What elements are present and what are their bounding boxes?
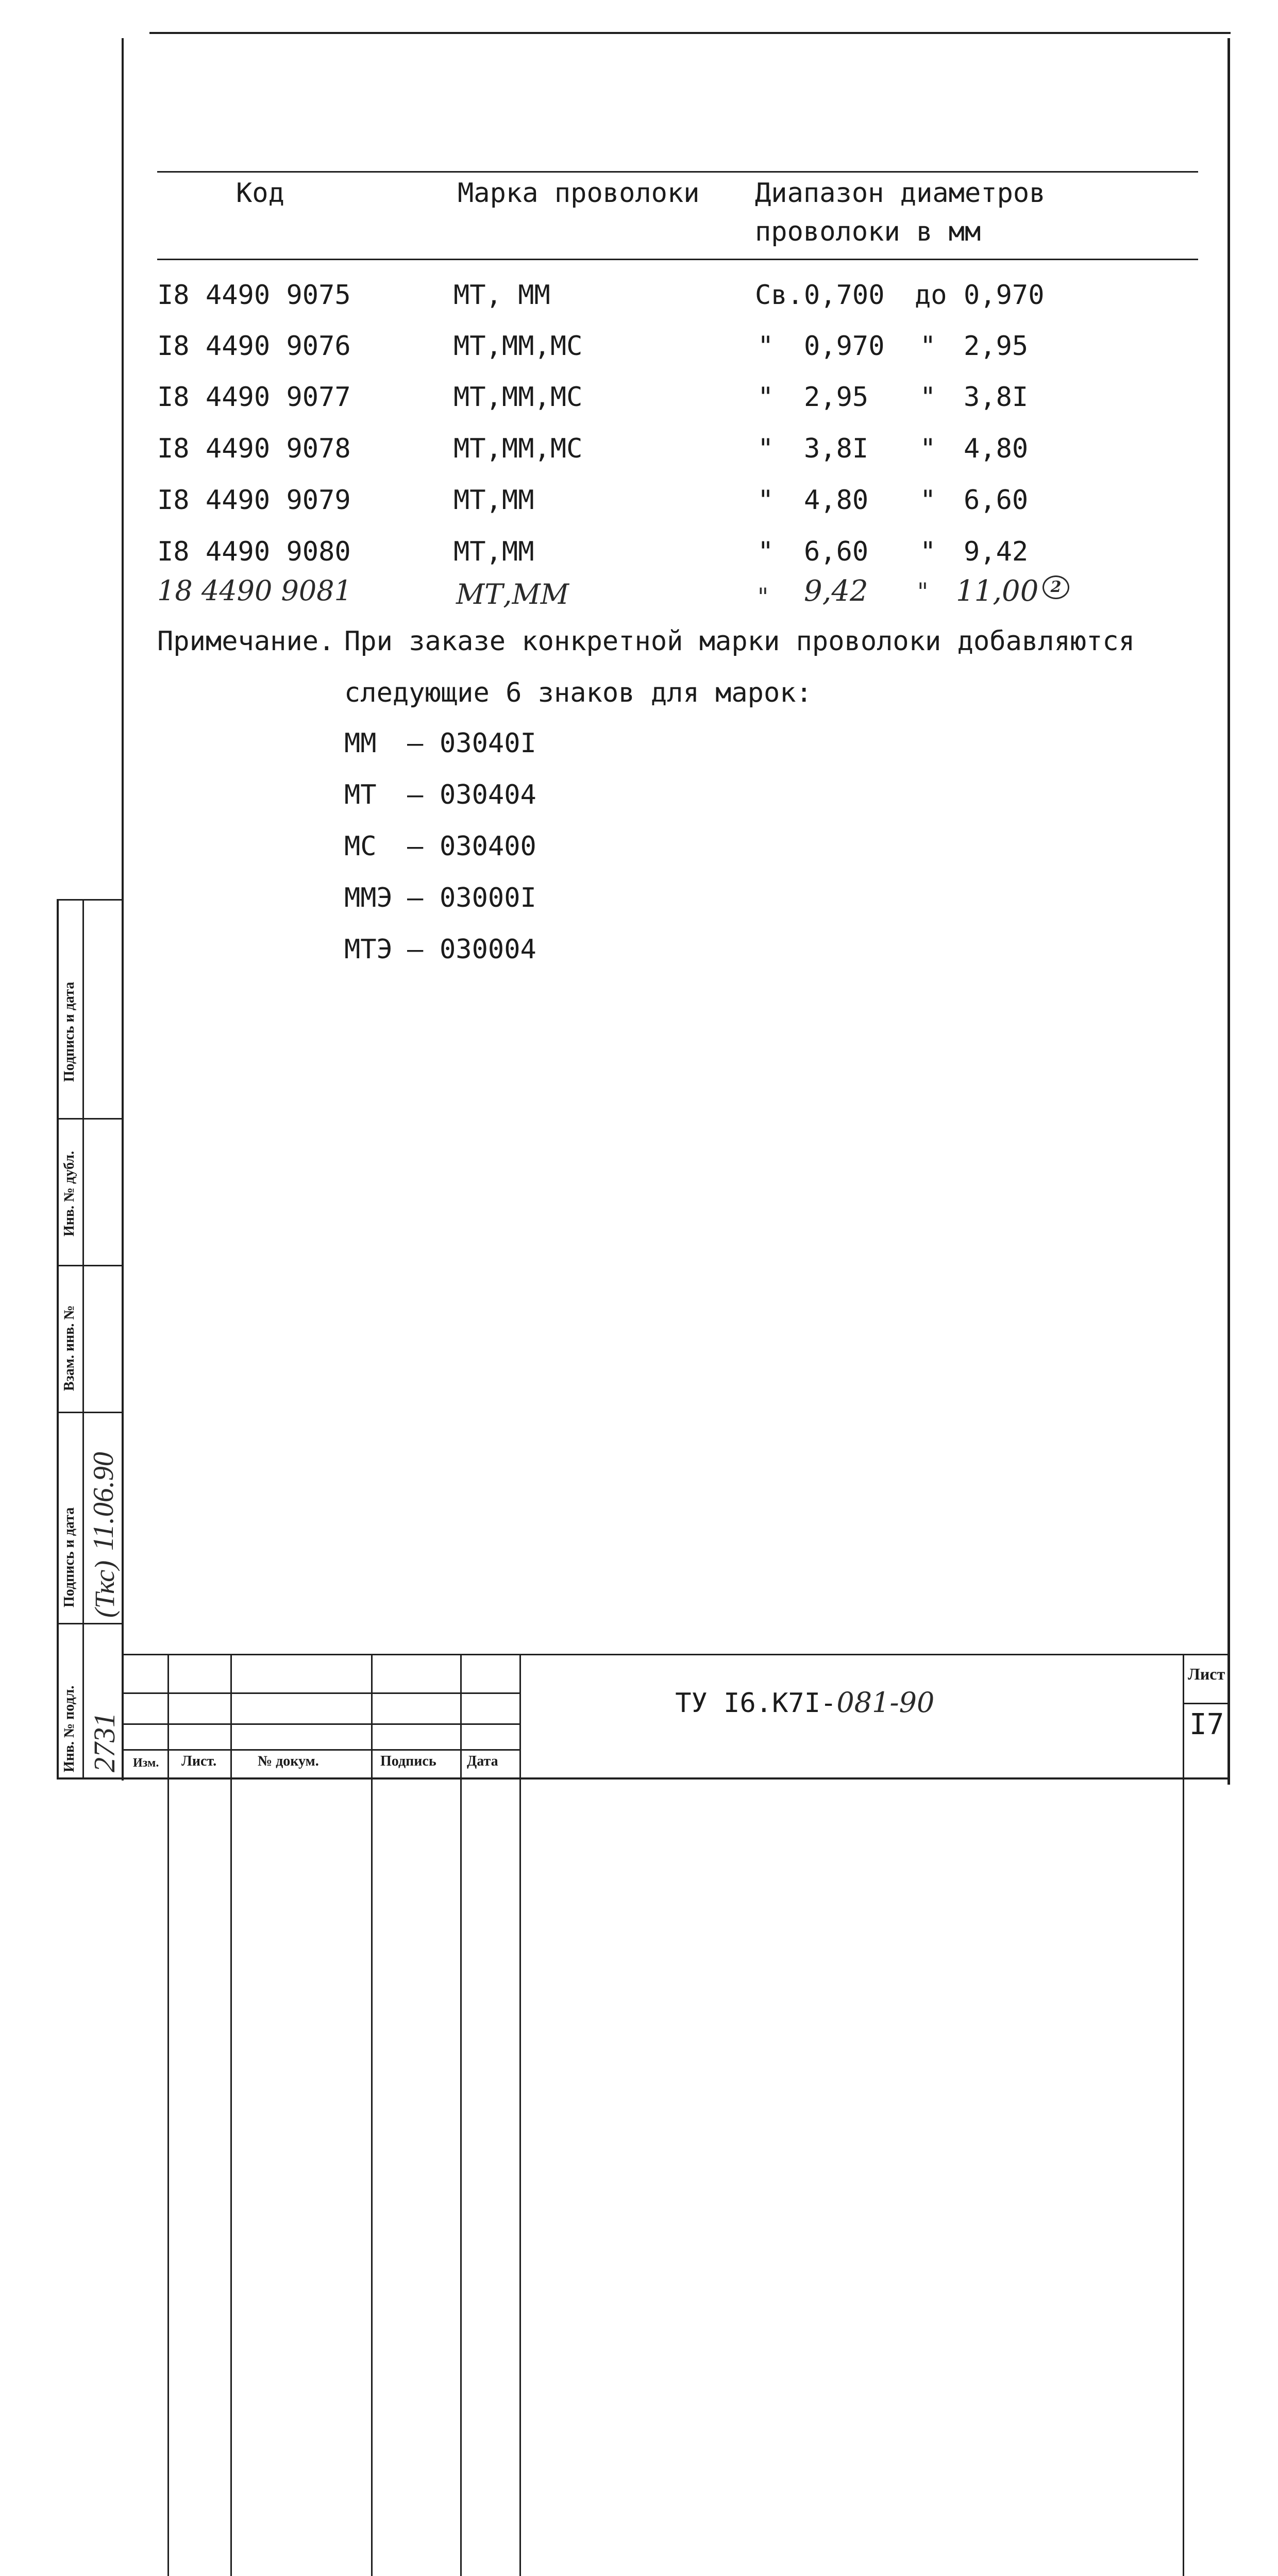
grade-code: 03000I [440, 883, 536, 913]
frame-right [1227, 38, 1230, 1785]
row-code: I8 4490 9079 [157, 485, 351, 516]
row-prefix: " [758, 331, 774, 362]
grade-dash: – [407, 728, 424, 759]
row-to: 3,8I [964, 382, 1029, 413]
row-sep: " [920, 382, 936, 413]
row-sep: " [920, 485, 936, 516]
row-grade-handwritten: МТ,ММ [456, 578, 569, 611]
frame-left [122, 38, 124, 1781]
header-range-line1: Диапазон диаметров [755, 178, 1046, 209]
side-label-vzam-inv: Взам. инв. № [61, 1305, 77, 1391]
row-sep: до [915, 280, 947, 311]
row-prefix-handwritten: " [758, 583, 769, 611]
row-grade: МТ,ММ,МС [453, 331, 583, 362]
row-sep: " [920, 331, 936, 362]
row-to: 2,95 [964, 331, 1029, 362]
note-line1: При заказе конкретной марки проволоки добавляются [344, 626, 1135, 657]
side-label-podpis-data-2: Подпись и дата [61, 1507, 77, 1607]
row-grade: МТ, ММ [453, 280, 550, 311]
grade-name: МС [344, 831, 377, 862]
grade-name: ММЭ [344, 883, 393, 913]
row-to: 4,80 [964, 433, 1029, 464]
row-sep: " [920, 433, 936, 464]
row-code: I8 4490 9078 [157, 433, 351, 464]
grade-name: МТ [344, 779, 377, 810]
table-top-rule [157, 171, 1198, 173]
header-range-line2: проволоки в мм [755, 216, 981, 247]
row-from: 0,700 [804, 280, 885, 311]
side-label-inv-podl: Инв. № подл. [61, 1685, 77, 1772]
row-code-handwritten: 18 4490 9081 [157, 574, 352, 607]
row-from: 6,60 [804, 536, 869, 567]
sheet-number: I7 [1189, 1708, 1224, 1741]
row-grade: МТ,ММ [453, 485, 534, 516]
row-from: 4,80 [804, 485, 869, 516]
row-sep: " [920, 536, 936, 567]
side-handwritten-inv-number: 2731 [88, 1713, 121, 1772]
grade-code: 030400 [440, 831, 536, 862]
row-prefix: " [758, 485, 774, 516]
doc-designation-handwritten: 081-90 [836, 1686, 935, 1719]
row-prefix: " [758, 536, 774, 567]
row-from: 0,970 [804, 331, 885, 362]
doc-designation-prefix: ТУ I6.К7I- [675, 1688, 837, 1719]
row-to: 0,970 [964, 280, 1045, 311]
grade-dash: – [407, 779, 424, 810]
grade-name: ММ [344, 728, 377, 759]
side-label-podpis-data-1: Подпись и дата [61, 981, 77, 1082]
sheet-label: Лист [1188, 1665, 1225, 1683]
row-to: 6,60 [964, 485, 1029, 516]
row-prefix: Св. [755, 280, 803, 311]
grade-name: МТЭ [344, 934, 393, 965]
grade-dash: – [407, 883, 424, 913]
row-grade: МТ,ММ [453, 536, 534, 567]
row-to: 9,42 [964, 536, 1029, 567]
row-code: I8 4490 9080 [157, 536, 351, 567]
revision-mark-number: 2 [1050, 578, 1062, 596]
doc-designation [611, 1656, 934, 1750]
grade-dash: – [407, 934, 424, 965]
row-from: 2,95 [804, 382, 869, 413]
tb-label-podpis: Подпись [380, 1753, 436, 1769]
row-grade: МТ,ММ,МС [453, 382, 583, 413]
row-grade: МТ,ММ,МС [453, 433, 583, 464]
table-header-rule [157, 259, 1198, 260]
tb-label-data: Дата [467, 1753, 498, 1769]
side-handwritten-date: 11.06.90 [88, 1452, 120, 1551]
revision-mark-circle [1042, 575, 1069, 599]
header-code: Код [236, 178, 284, 209]
note-label: Примечание. [157, 626, 335, 657]
tb-label-n-dokum: № докум. [258, 1753, 319, 1769]
row-to-handwritten: 11,00 [956, 574, 1039, 608]
grade-code: 030404 [440, 779, 536, 810]
row-from: 3,8I [804, 433, 869, 464]
row-prefix: " [758, 433, 774, 464]
row-code: I8 4490 9075 [157, 280, 351, 311]
grade-dash: – [407, 831, 424, 862]
tb-label-list: Лист. [181, 1753, 217, 1769]
note-line2: следующие 6 знаков для марок: [344, 677, 812, 708]
row-from-handwritten: 9,42 [804, 574, 868, 608]
header-grade: Марка проволоки [458, 178, 700, 209]
side-label-inv-dubl: Инв. № дубл. [61, 1151, 77, 1236]
frame-bottom [57, 1777, 1230, 1780]
row-code: I8 4490 9077 [157, 382, 351, 413]
grade-code: 030004 [440, 934, 536, 965]
frame-top [149, 32, 1231, 34]
row-code: I8 4490 9076 [157, 331, 351, 362]
side-handwritten-signature: (Ткс) [89, 1560, 120, 1618]
row-prefix: " [758, 382, 774, 413]
tb-label-izm: Изм. [133, 1756, 159, 1770]
row-sep-handwritten: " [917, 578, 929, 605]
grade-code: 03040I [440, 728, 536, 759]
